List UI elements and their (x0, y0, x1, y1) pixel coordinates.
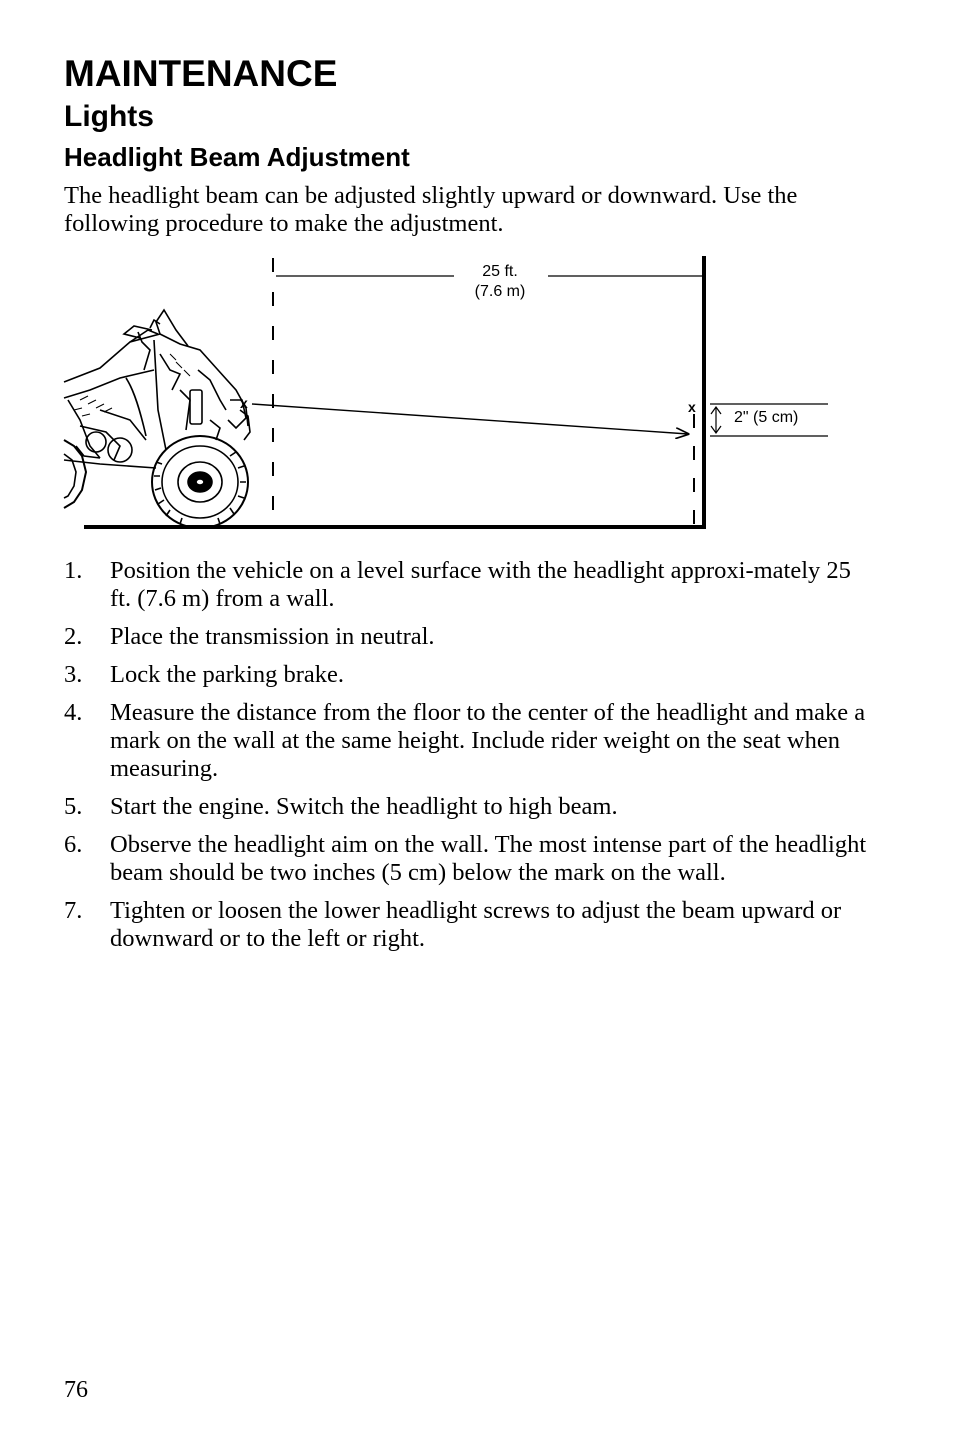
headlight-mark: x (240, 395, 248, 411)
list-item (64, 661, 874, 689)
step-number: 2. (64, 623, 83, 650)
drop-label: 2" (5 cm) (734, 409, 799, 426)
step-text: Observe the headlight aim on the wall. The most intense part of the headlight beam should be two inches (5 cm) below the mark on the wall. (110, 831, 867, 886)
step-text: Start the engine. Switch the headlight to high beam. (110, 793, 618, 820)
step-number: 7. (64, 897, 83, 924)
step-text: Position the vehicle on a level surface with the headlight approxi-mately 25 ft. (7.6 m) from a wall. (110, 557, 851, 612)
wall-mark: x (688, 399, 696, 415)
distance-label-ft: 25 ft. (482, 263, 518, 280)
step-number: 5. (64, 793, 83, 820)
page-number: 76 (64, 1377, 88, 1403)
step-text: Lock the parking brake. (110, 661, 345, 688)
list-item (64, 831, 874, 887)
step-text: Measure the distance from the floor to the center of the headlight and make a mark on the wall at the same height. Include rider weight on the seat when measuring. (110, 699, 866, 782)
list-item (64, 699, 874, 783)
atv-illustration (64, 310, 250, 528)
step-text: Tighten or loosen the lower headlight screws to adjust the beam upward or downward or to the left or right. (110, 897, 842, 952)
drop-arrow (711, 407, 721, 433)
list-item (64, 793, 874, 821)
intro-paragraph: The headlight beam can be adjusted slightly upward or downward. Use the following procedure to make the adjustment. (64, 182, 798, 237)
subsection-title: Lights (64, 100, 154, 133)
procedure-steps (64, 557, 874, 963)
list-item (64, 897, 874, 953)
section-title: MAINTENANCE (64, 53, 338, 94)
topic-title: Headlight Beam Adjustment (64, 142, 410, 172)
step-text: Place the transmission in neutral. (110, 623, 435, 650)
distance-label-m: (7.6 m) (474, 283, 526, 300)
step-number: 6. (64, 831, 83, 858)
step-number: 4. (64, 699, 83, 726)
headlight-aim-diagram (60, 250, 840, 540)
list-item (64, 623, 874, 651)
beam-arrow (252, 404, 688, 434)
step-number: 3. (64, 661, 83, 688)
list-item (64, 557, 874, 613)
step-number: 1. (64, 557, 83, 584)
